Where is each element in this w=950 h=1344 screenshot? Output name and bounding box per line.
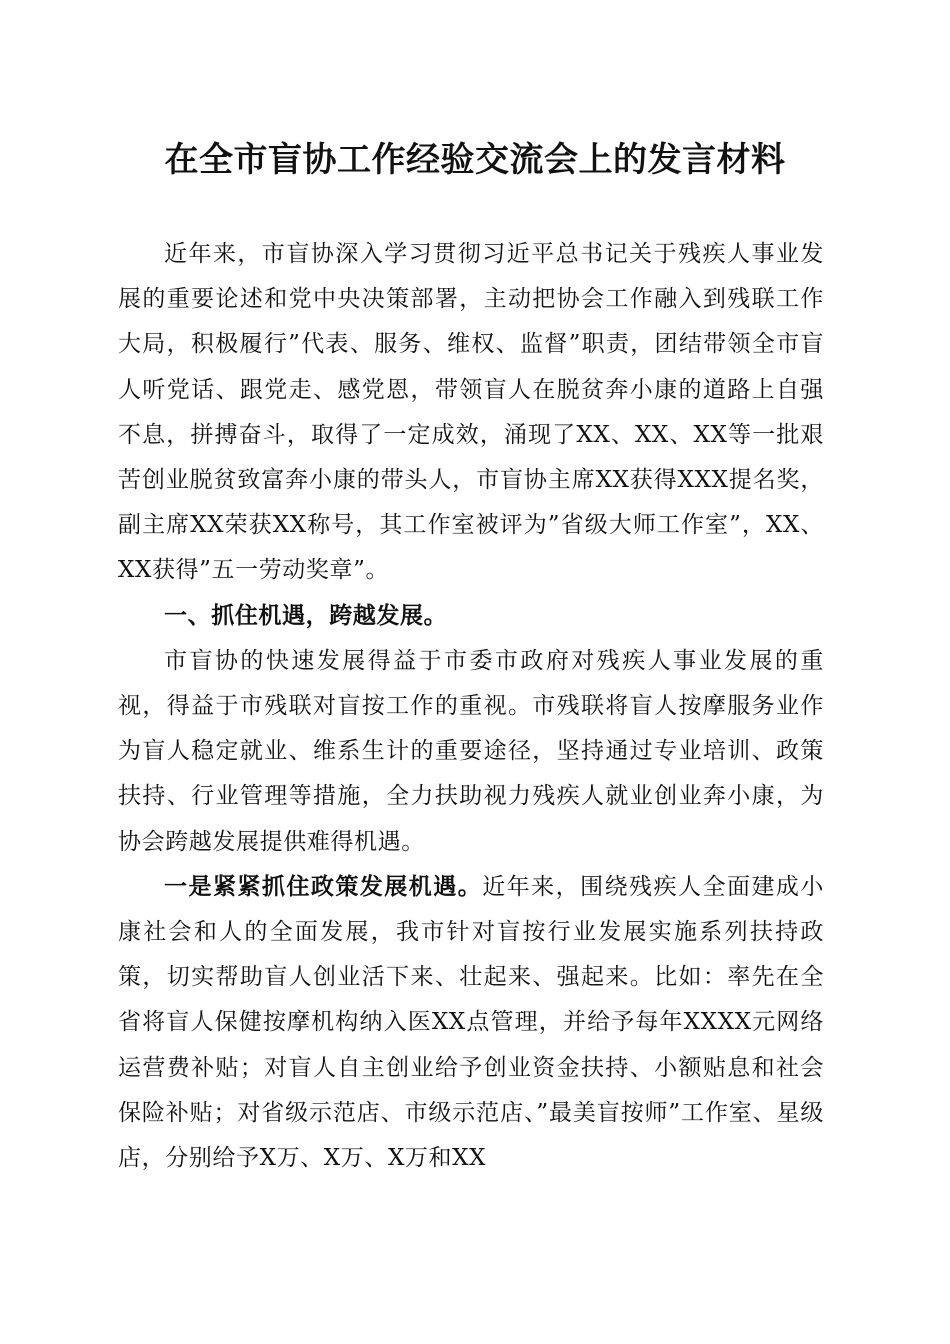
document-title: 在全市盲协工作经验交流会上的发言材料	[164, 140, 786, 180]
document-body	[118, 232, 824, 1181]
point-1-paragraph	[118, 865, 824, 1181]
intro-paragraph: 近年来，市盲协深入学习贯彻习近平总书记关于残疾人事业发展的重要论述和党中央决策部署，主动把协会工作融入到残联工作大局，积极履行”代表、服务、维权、监督”职责，团结带领全市盲人听党话、跟党走、感党恩，带领盲人在脱贫奔小康的道路上自强不息，拼搏奋斗，取得了一定成效，涌现了XX、XX、XX等一批艰苦创业脱贫致富奔小康的带头人，市盲协主席XX获得XXX提名奖，副主席XX荣获XX称号，其工作室被评为”省级大师工作室”，XX、XX获得”五一劳动奖章”。	[118, 241, 824, 584]
point-1-lead: 一是紧紧抓住政策发展机遇。	[164, 873, 483, 900]
point-1-body: 近年来，围绕残疾人全面建成小康社会和人的全面发展，我市针对盲按行业发展实施系列扶持政策，切实帮助盲人创业活下来、壮起来、强起来。比如：率先在全省将盲人保健按摩机构纳入医XX点管理，并给予每年XXXX元网络运营费补贴；对盲人自主创业给予创业资金扶持、小额贴息和社会保险补贴；对省级示范店、市级示范店、”最美盲按师”工作室、星级店，分别给予X万、X万、X万和XX	[118, 873, 824, 1172]
section-1-paragraph: 市盲协的快速发展得益于市委市政府对残疾人事业发展的重视，得益于市残联对盲按工作的重视。市残联将盲人按摩服务业作为盲人稳定就业、维系生计的重要途径，坚持通过专业培训、政策扶持、行业管理等措施，全力扶助视力残疾人就业创业奔小康，为协会跨越发展提供难得机遇。	[118, 647, 824, 855]
section-heading-1: 一、抓住机遇，跨越发展。	[164, 602, 448, 629]
